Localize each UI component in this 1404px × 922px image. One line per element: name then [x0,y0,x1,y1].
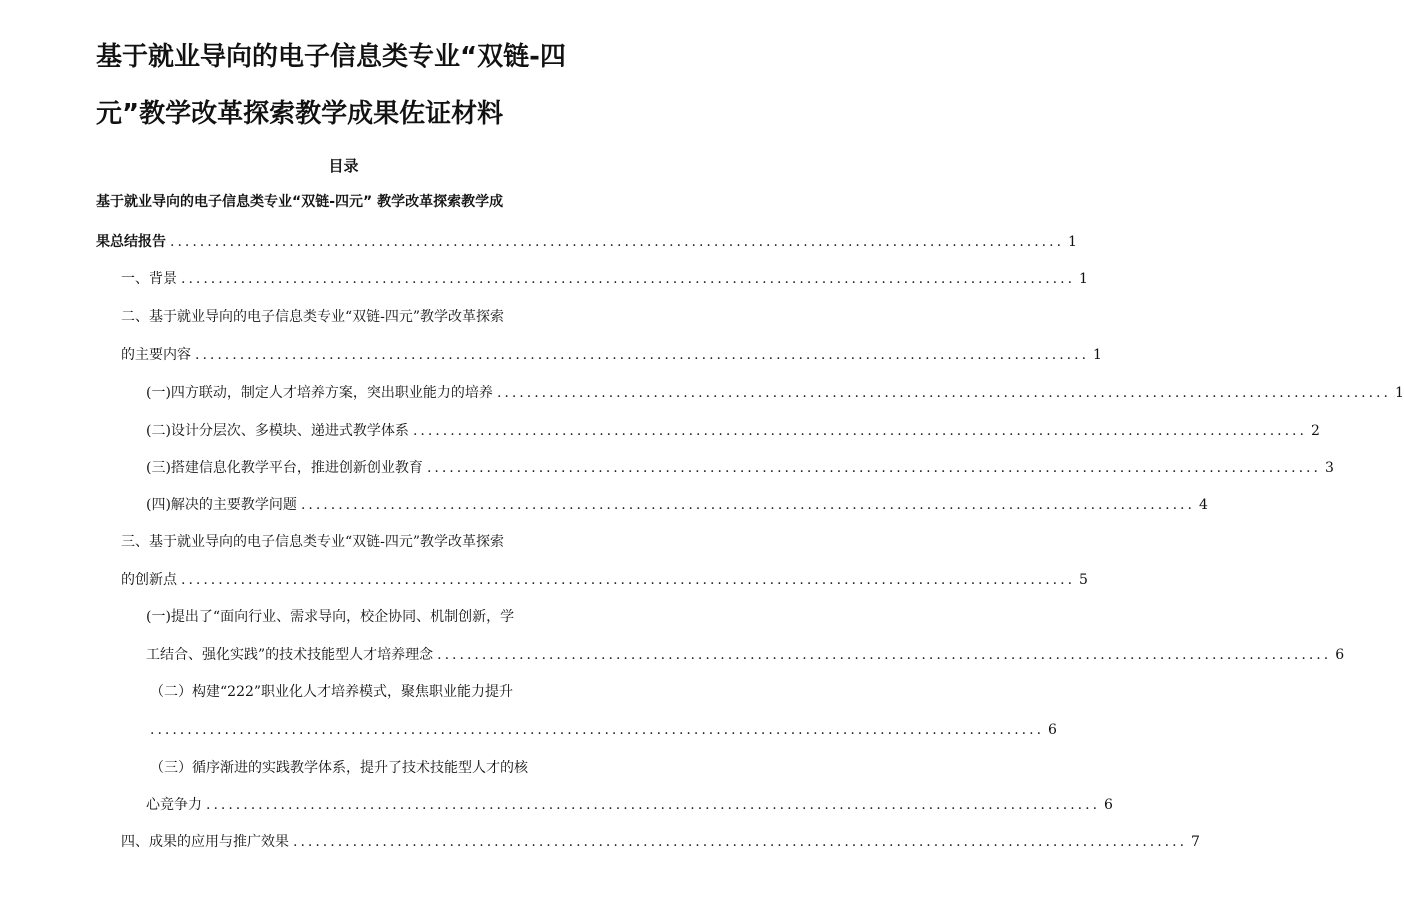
toc-dot-leader: ........................................................................................................................ [181,271,1076,287]
toc-dot-leader: ........................................................................................................................ [293,834,1188,850]
toc-entry-section3-line1[interactable] [121,528,504,552]
toc-entry-text: (一)提出了“面向行业、需求导向，校企协同、机制创新，学 [146,609,515,625]
toc-entry-2-1[interactable] [146,379,1404,403]
toc-entry-text: 果总结报告 [96,234,166,250]
toc-entry-text: 的主要内容 [121,347,191,363]
toc-dot-leader: ........................................................................................................................ [150,722,1045,738]
toc-entry-text: (四)解决的主要教学问题 [146,497,297,513]
toc-entry-3-3-line1[interactable] [150,754,528,778]
toc-page-number: 1 [1079,271,1088,287]
toc-page-number: 3 [1324,460,1334,476]
toc-page-number: 2 [1310,423,1320,439]
document-title-line-2: 元”教学改革探索教学成果佐证材料 [96,99,504,129]
toc-dot-leader: ........................................................................................................................ [496,385,1391,401]
toc-entry-2-2[interactable] [146,417,1320,441]
toc-page-number: 6 [1335,647,1345,663]
toc-page-number: 1 [1093,347,1102,363]
toc-entry-3-1[interactable] [146,641,1345,665]
toc-entry-section2[interactable] [121,341,1102,365]
toc-entry-text: 工结合、强化实践”的技术技能型人才培养理念 [146,647,434,663]
toc-entry-text: 三、基于就业导向的电子信息类专业“双链-四元”教学改革探索 [121,534,505,550]
toc-dot-leader: ........................................................................................................................ [181,572,1076,588]
toc-entry-summary-line1[interactable] [96,188,597,212]
toc-dot-leader: ........................................................................................................................ [426,460,1321,476]
toc-entry-3-2[interactable] [146,716,1057,740]
toc-page-number: 6 [1048,722,1057,738]
toc-entry-summary[interactable] [96,228,1077,252]
toc-page-number: 1 [1394,385,1404,401]
toc-entry-text: 的创新点 [121,572,177,588]
toc-entry-text: （二）构建“222”职业化人才培养模式，聚焦职业能力提升 [150,684,514,700]
toc-entry-text: （三）循序渐进的实践教学体系，提升了技术技能型人才的核 [150,760,528,776]
toc-entry-3-3[interactable] [146,791,1113,815]
toc-heading: 目录 [328,157,359,175]
toc-entry-text: (三)搭建信息化教学平台，推进创新创业教育 [146,460,423,476]
toc-entry-3-2-line1[interactable] [150,678,513,702]
toc-dot-leader: ........................................................................................................................ [170,234,1065,250]
toc-entry-2-4[interactable] [146,491,1208,515]
toc-entry-background[interactable] [121,265,1088,289]
toc-entry-text: 基于就业导向的电子信息类专业“双链-四元” 教学改革探索教学成 [96,194,504,210]
toc-entry-text: (二)设计分层次、多模块、递进式教学体系 [146,423,409,439]
toc-dot-leader: ........................................................................................................................ [437,647,1332,663]
toc-page-number: 7 [1191,834,1200,850]
toc-dot-leader: ........................................................................................................................ [412,423,1307,439]
toc-entry-text: 四、成果的应用与推广效果 [121,834,289,850]
document-title-line-1: 基于就业导向的电子信息类专业“双链-四 [96,42,566,72]
toc-entry-text: 二、基于就业导向的电子信息类专业“双链-四元”教学改革探索 [121,309,505,325]
toc-dot-leader: ........................................................................................................................ [300,497,1195,513]
toc-entry-2-3[interactable] [146,454,1334,478]
toc-page-number: 6 [1104,797,1113,813]
toc-entry-section4[interactable] [121,828,1200,852]
toc-entry-3-1-line1[interactable] [146,603,514,627]
toc-entry-text: 一、背景 [121,271,177,287]
toc-page-number: 5 [1079,572,1088,588]
toc-entry-text: (一)四方联动，制定人才培养方案，突出职业能力的培养 [146,385,493,401]
toc-page-number: 4 [1198,497,1208,513]
toc-entry-section2-line1[interactable] [121,303,504,327]
toc-entry-section3[interactable] [121,566,1088,590]
toc-dot-leader: ........................................................................................................................ [195,347,1090,363]
toc-entry-text: 心竞争力 [146,797,202,813]
toc-page-number: 1 [1068,234,1077,250]
toc-dot-leader: ........................................................................................................................ [206,797,1101,813]
